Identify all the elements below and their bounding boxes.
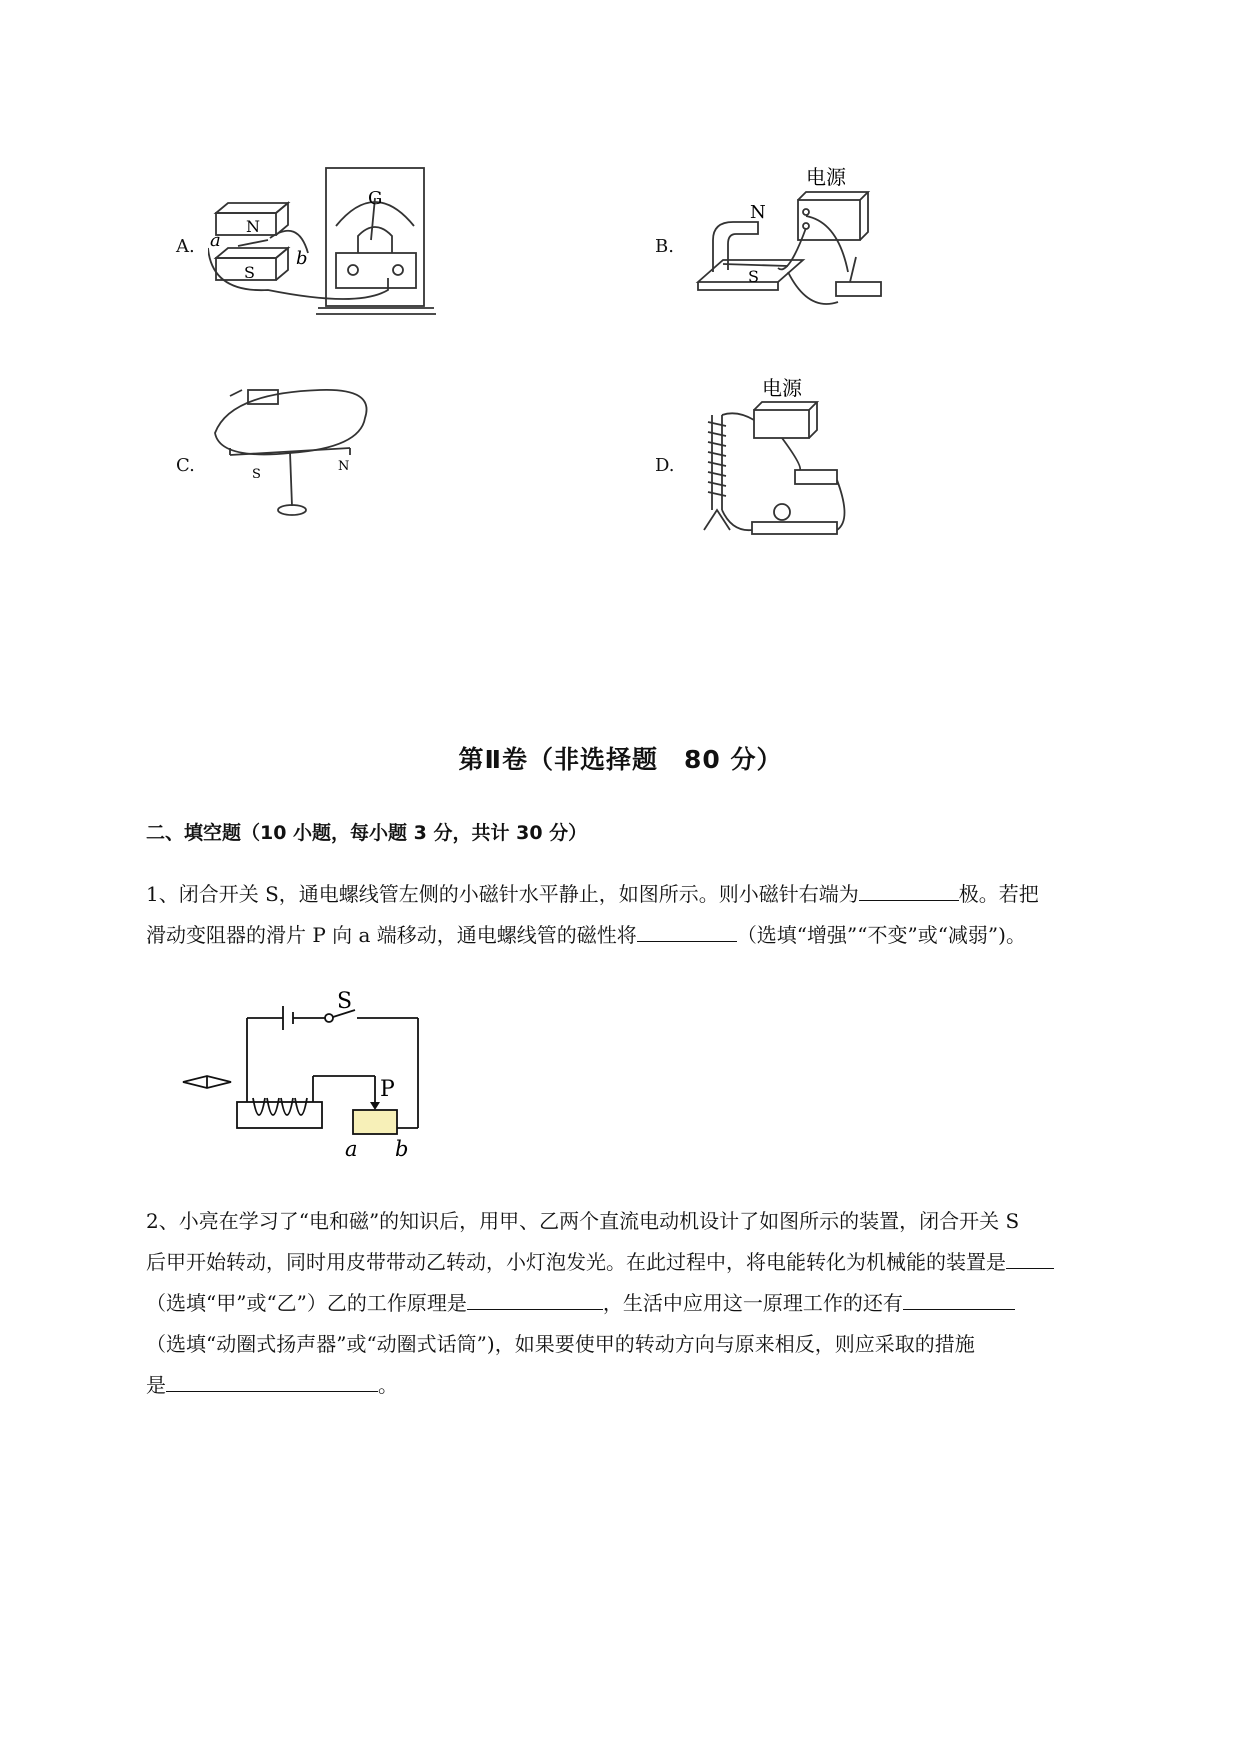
fig-c-text-n: N [338,459,350,474]
q1-fig-text-a: a [345,1137,358,1160]
q2-line-1: 2、小亮在学习了“电和磁”的知识后，用甲、乙两个直流电动机设计了如图所示的装置，闭合开关 S [146,1209,1020,1233]
fig-a-text-b: b [296,248,308,269]
fig-d-text-power: 电源 [762,376,802,400]
option-a-label: A. [176,236,195,257]
q2-blank-application[interactable] [903,1287,1015,1310]
fig-b-text-n: N [750,202,766,223]
q1-line-2 [146,915,1151,956]
q1-circuit-figure [175,990,435,1160]
q2-text-5a: 是 [146,1373,166,1397]
q1-text-2a: 滑动变阻器的滑片 P 向 a 端移动，通电螺线管的磁性将 [146,923,637,947]
q1-fig-text-b: b [395,1137,409,1160]
q1-fig-text-p: P [380,1077,395,1102]
q2-line-2 [146,1242,1151,1283]
figure-a-galvanometer [208,158,443,330]
fig-a-text-a: a [210,230,221,251]
q1-text-1a: 1、闭合开关 S，通电螺线管左侧的小磁针水平静止，如图所示。则小磁针右端为 [146,882,859,906]
part-heading: 二、填空题（10 小题，每小题 3 分，共计 30 分） [146,822,588,844]
q2-text-3b: ，生活中应用这一原理工作的还有 [602,1291,903,1315]
fig-a-text-s: S [244,263,255,282]
q2-line-3 [146,1283,1151,1324]
figure-d-electromagnet [692,370,852,552]
fig-c-text-s: S [252,467,261,482]
q2-text-3a: （选填“甲”或“乙”）乙的工作原理是 [146,1291,467,1315]
section-title: 第Ⅱ卷（非选择题 80 分） [458,745,783,774]
option-d-label: D. [655,455,675,476]
q1-blank-magnetism[interactable] [637,919,737,942]
q1-line-1 [146,874,1151,915]
q1-text-1b: 极。若把 [958,882,1039,906]
question-2 [146,1201,1151,1406]
q2-line-5 [146,1365,1151,1406]
q2-text-2a: 后甲开始转动，同时用皮带带动乙转动，小灯泡发光。在此过程中，将电能转化为机械能的装置是 [146,1250,1006,1274]
q2-line-4: （选填“动圈式扬声器”或“动圈式话筒”)，如果要使甲的转动方向与原来相反，则应采取的措施 [146,1332,975,1356]
figure-c-oersted [210,378,380,538]
q2-text-5b: 。 [378,1373,398,1397]
q1-blank-pole[interactable] [859,878,959,901]
question-1 [146,874,1151,956]
q1-text-2b: （选填“增强”“不变”或“减弱”)。 [736,923,1026,947]
q2-blank-principle[interactable] [467,1287,603,1310]
option-b-label: B. [655,236,674,257]
fig-b-text-power: 电源 [806,165,846,189]
fig-a-text-n: N [246,217,260,236]
fig-b-text-s: S [748,267,759,286]
q2-blank-device[interactable] [1006,1246,1054,1269]
fig-a-text-g: G [368,188,383,209]
q1-fig-text-s: S [337,990,353,1014]
option-c-label: C. [176,455,195,476]
q2-blank-measure[interactable] [166,1369,378,1392]
figure-b-motor [688,162,888,327]
